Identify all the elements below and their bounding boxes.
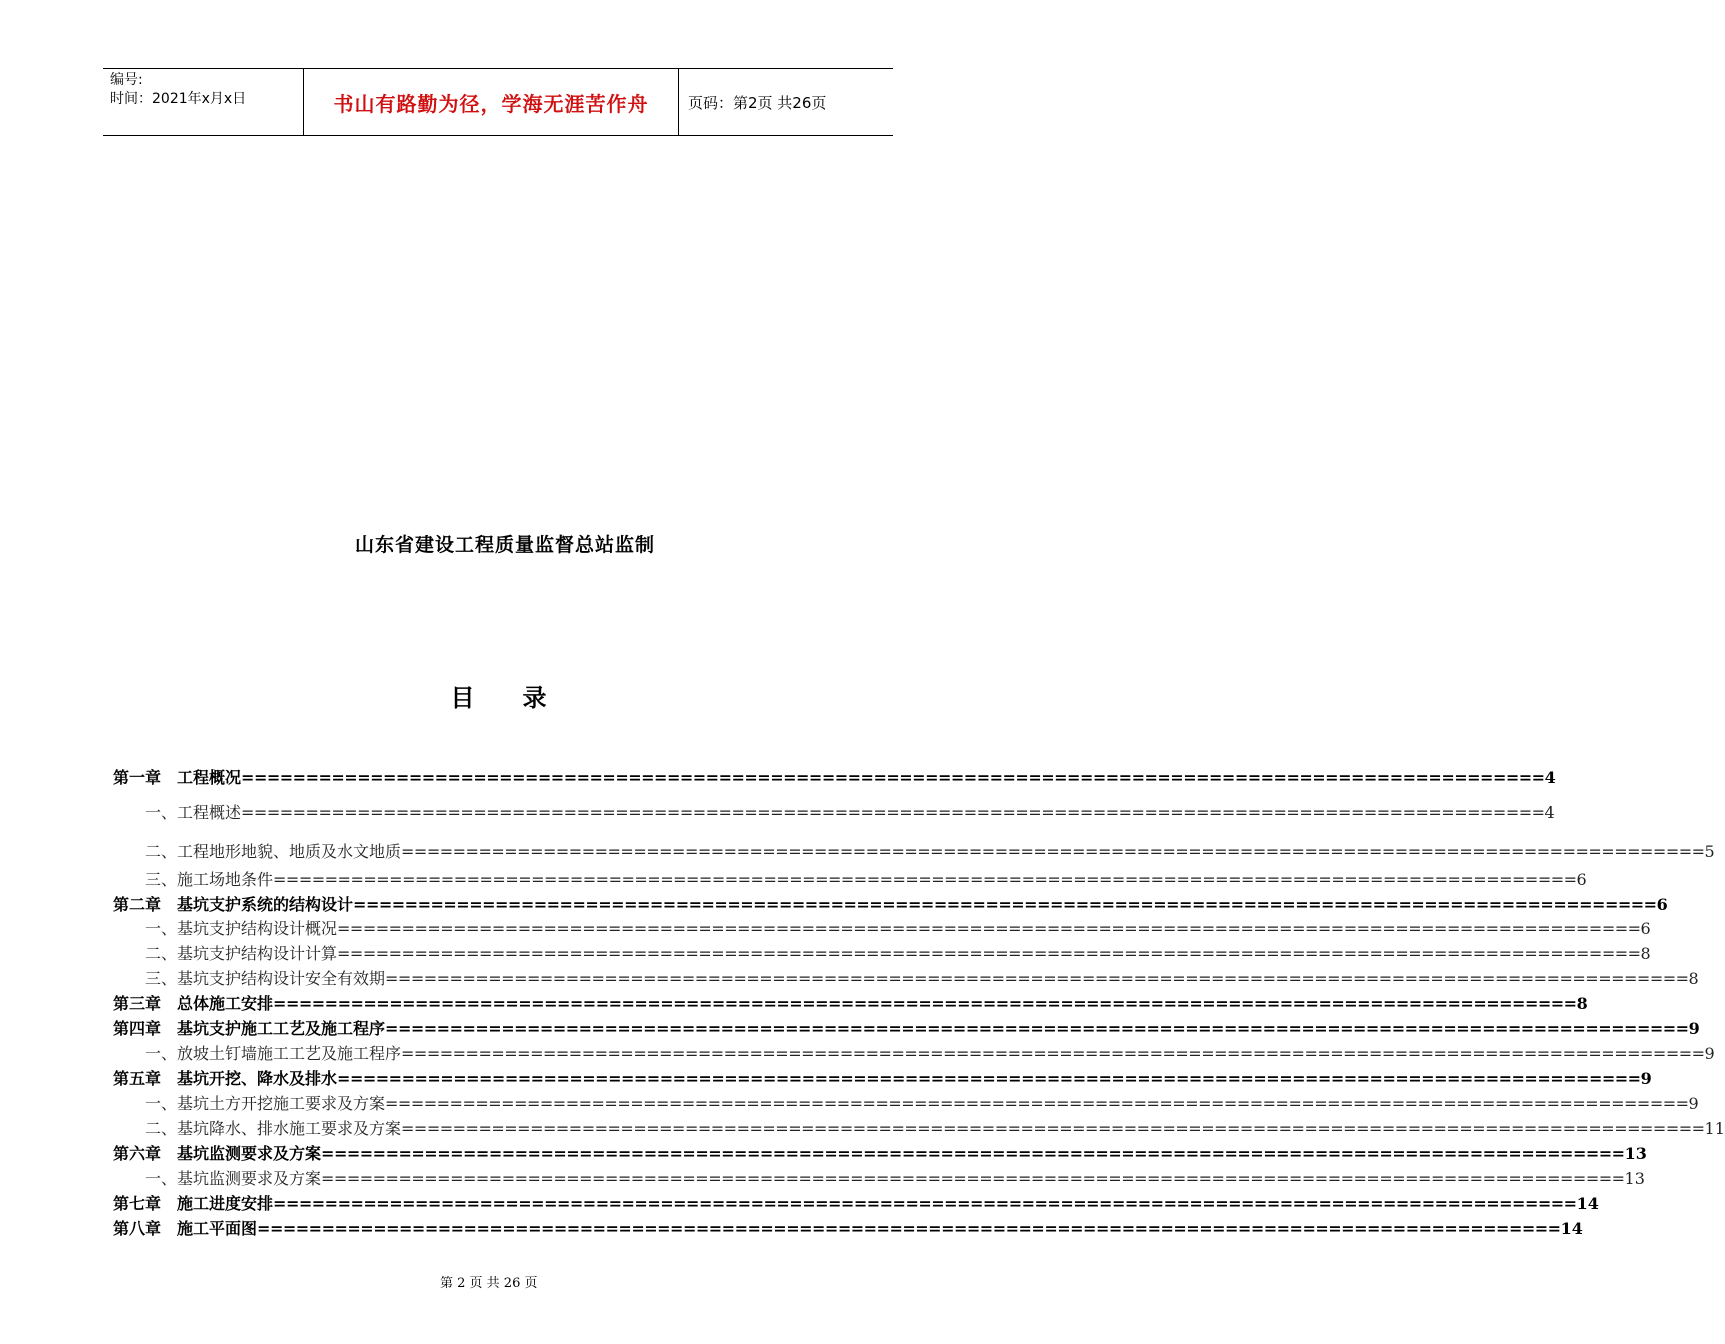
toc-leader: ===================================================================================================== <box>401 1119 1705 1138</box>
toc-entry[interactable] <box>113 993 1588 1015</box>
toc-page-number: 9 <box>1688 1094 1699 1113</box>
toc-entry-title: 工程概况 <box>177 768 242 787</box>
toc-chapter-number: 第六章 <box>113 1144 162 1163</box>
toc-chapter-number: 第四章 <box>113 1019 162 1038</box>
toc-page-number: 13 <box>1624 1144 1647 1163</box>
toc-entry-title: 基坑支护系统的结构设计 <box>177 895 354 914</box>
toc-entry[interactable] <box>113 1193 1599 1215</box>
toc-page-number: 9 <box>1688 1019 1700 1038</box>
toc-page-number: 14 <box>1576 1194 1599 1213</box>
toc-page-number: 9 <box>1704 1044 1715 1063</box>
toc-leader: ===================================================================================================== <box>385 969 1689 988</box>
toc-entry[interactable] <box>145 1043 1715 1065</box>
toc-chapter-number: 第三章 <box>113 994 162 1013</box>
toc-leader: ===================================================================================================== <box>401 842 1705 861</box>
toc-leader: ===================================================================================================== <box>337 944 1641 963</box>
toc-entry[interactable] <box>145 802 1555 824</box>
toc-entry-title: 一、基坑支护结构设计概况 <box>145 919 338 938</box>
toc-page-number: 5 <box>1704 842 1715 861</box>
organization-name: 山东省建设工程质量监督总站监制 <box>354 534 655 556</box>
header-motto: 书山有路勤为径，学海无涯苦作舟 <box>304 69 679 135</box>
toc-leader: ===================================================================================================== <box>257 1219 1561 1238</box>
toc-entry[interactable] <box>145 1093 1699 1115</box>
toc-entry[interactable] <box>145 841 1715 863</box>
page-footer: 第 2 页 共 26 页 <box>440 1276 538 1291</box>
toc-leader: ===================================================================================================== <box>321 1169 1625 1188</box>
toc-title-char-2: 录 <box>522 683 547 712</box>
header-page-info: 页码：第2页 共26页 <box>688 93 827 112</box>
toc-entry-title: 二、基坑支护结构设计计算 <box>145 944 338 963</box>
toc-leader: ===================================================================================================== <box>241 768 1545 787</box>
toc-entry-title: 二、基坑降水、排水施工要求及方案 <box>145 1119 402 1138</box>
toc-chapter-number: 第七章 <box>113 1194 162 1213</box>
toc-entry[interactable] <box>145 943 1651 965</box>
toc-leader: ===================================================================================================== <box>385 1094 1689 1113</box>
page-header <box>103 68 893 136</box>
toc-entry-title: 基坑监测要求及方案 <box>177 1144 322 1163</box>
toc-leader: ===================================================================================================== <box>401 1044 1705 1063</box>
toc-entry[interactable] <box>145 968 1699 990</box>
toc-page-number: 6 <box>1640 919 1651 938</box>
document-number-label: 编号: <box>110 72 143 88</box>
toc-entry[interactable] <box>113 1143 1647 1165</box>
toc-chapter-number: 第八章 <box>113 1219 162 1238</box>
toc-chapter-number: 第五章 <box>113 1069 162 1088</box>
toc-entry-title: 三、基坑支护结构设计安全有效期 <box>145 969 386 988</box>
toc-page-number: 8 <box>1688 969 1699 988</box>
toc-entry[interactable] <box>113 1218 1583 1240</box>
toc-entry[interactable] <box>145 1118 1725 1140</box>
toc-page-number: 14 <box>1560 1219 1583 1238</box>
toc-entry-title: 一、放坡土钉墙施工工艺及施工程序 <box>145 1044 402 1063</box>
toc-entry-title: 一、基坑土方开挖施工要求及方案 <box>145 1094 386 1113</box>
toc-page-number: 4 <box>1544 803 1555 822</box>
toc-leader: ===================================================================================================== <box>337 919 1641 938</box>
toc-leader: ===================================================================================================== <box>241 803 1545 822</box>
toc-leader: ===================================================================================================== <box>353 895 1657 914</box>
toc-page-number: 6 <box>1656 895 1668 914</box>
toc-entry-title: 二、工程地形地貌、地质及水文地质 <box>145 842 402 861</box>
toc-page-number: 4 <box>1544 768 1556 787</box>
toc-leader: ===================================================================================================== <box>273 1194 1577 1213</box>
toc-entry-title: 基坑开挖、降水及排水 <box>177 1069 338 1088</box>
toc-entry[interactable] <box>113 1068 1652 1090</box>
toc-title-char-1: 目 <box>450 683 475 712</box>
toc-page-number: 6 <box>1576 870 1587 889</box>
toc-leader: ===================================================================================================== <box>385 1019 1689 1038</box>
toc-page-number: 8 <box>1640 944 1651 963</box>
toc-entry-title: 一、工程概述 <box>145 803 242 822</box>
toc-entry[interactable] <box>113 894 1668 916</box>
toc-entry-title: 总体施工安排 <box>177 994 274 1013</box>
toc-page-number: 11 <box>1704 1119 1725 1138</box>
toc-leader: ===================================================================================================== <box>273 994 1577 1013</box>
toc-page-number: 13 <box>1624 1169 1645 1188</box>
toc-entry[interactable] <box>145 918 1651 940</box>
document-date: 时间：2021年x月x日 <box>110 91 247 107</box>
toc-entry-title: 施工进度安排 <box>177 1194 274 1213</box>
toc-entry-title: 三、施工场地条件 <box>145 870 274 889</box>
toc-entry[interactable] <box>145 869 1587 891</box>
toc-leader: ===================================================================================================== <box>321 1144 1625 1163</box>
toc-title <box>0 678 997 713</box>
toc-leader: ===================================================================================================== <box>337 1069 1641 1088</box>
toc-page-number: 9 <box>1640 1069 1652 1088</box>
toc-page-number: 8 <box>1576 994 1588 1013</box>
toc-entry[interactable] <box>145 1168 1645 1190</box>
toc-entry-title: 施工平面图 <box>177 1219 258 1238</box>
toc-leader: ===================================================================================================== <box>273 870 1577 889</box>
toc-entry-title: 一、基坑监测要求及方案 <box>145 1169 322 1188</box>
toc-entry[interactable] <box>113 1018 1700 1040</box>
toc-entry[interactable] <box>113 767 1556 789</box>
toc-chapter-number: 第一章 <box>113 768 162 787</box>
header-meta <box>103 69 304 135</box>
toc-entry-title: 基坑支护施工工艺及施工程序 <box>177 1019 386 1038</box>
toc-chapter-number: 第二章 <box>113 895 162 914</box>
